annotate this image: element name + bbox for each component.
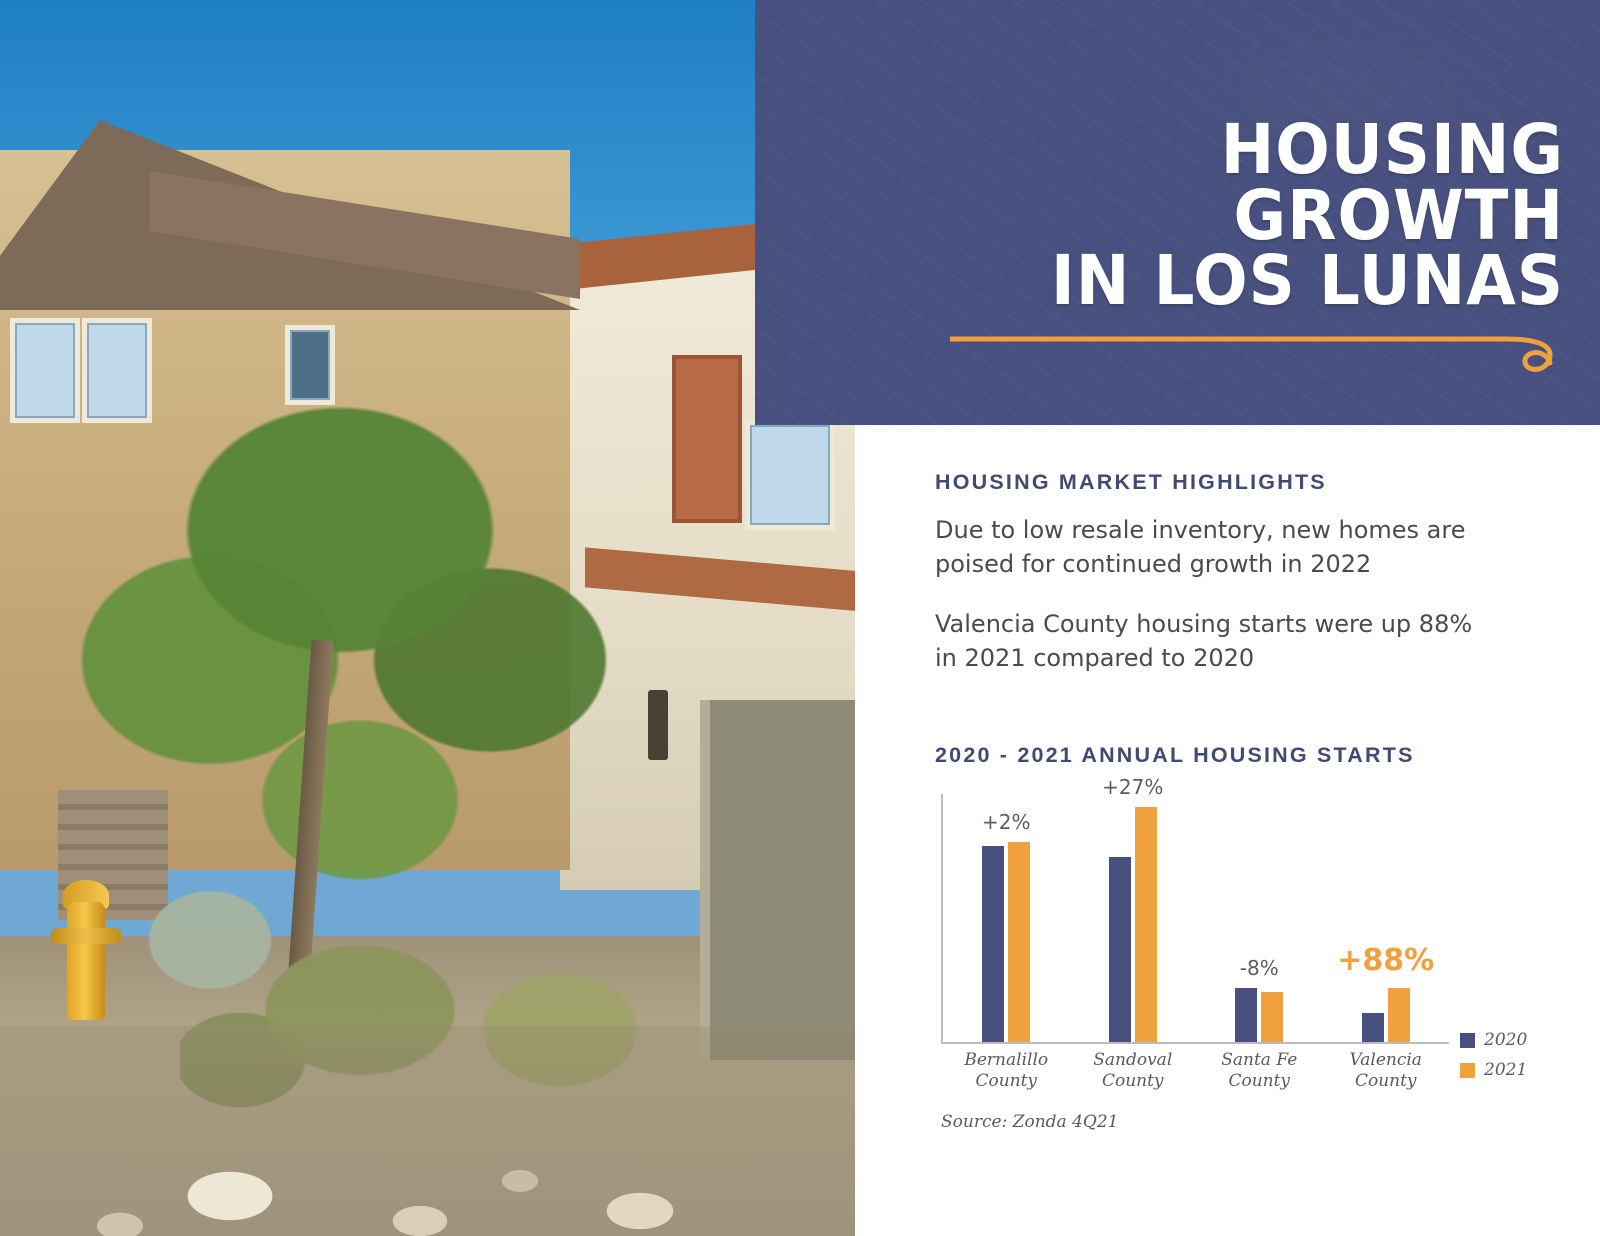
title-banner <box>755 0 1600 425</box>
chart-bar-pair <box>1362 988 1410 1042</box>
chart-bar-2020 <box>1235 988 1257 1042</box>
chart-annotation: +2% <box>982 810 1031 835</box>
highlights-paragraph-2: Valencia County housing starts were up 88% in 2021 compared to 2020 <box>935 610 1473 673</box>
chart-bar-2020 <box>982 846 1004 1042</box>
chart-bar-2021 <box>1135 807 1157 1042</box>
chart-category-labels <box>943 1050 1449 1106</box>
chart-legend <box>1460 1030 1527 1090</box>
chart-bar-2021 <box>1261 992 1283 1042</box>
chart-bar-2020 <box>1362 1013 1384 1042</box>
chart-category-label: Bernalillo County <box>964 1050 1049 1091</box>
chart-bar-2020 <box>1109 857 1131 1042</box>
page-title-line2: IN LOS LUNAS <box>1050 241 1564 322</box>
window-shutter <box>672 355 742 523</box>
window-upper-right <box>745 420 835 530</box>
chart-category-label: Santa Fe County <box>1221 1050 1298 1091</box>
legend-label: 2021 <box>1484 1060 1528 1081</box>
legend-swatch <box>1460 1063 1475 1078</box>
housing-starts-chart <box>935 775 1535 1133</box>
chart-legend-item <box>1460 1030 1527 1050</box>
chart-bar-pair <box>1109 807 1157 1042</box>
highlights-paragraph-1: Due to low resale inventory, new homes are poised for continued growth in 2022 <box>935 516 1466 579</box>
rock-landscaping <box>0 1026 855 1236</box>
highlights-section <box>935 470 1564 1133</box>
chart-bar-pair <box>1235 988 1283 1042</box>
chart-legend-item <box>1460 1060 1527 1080</box>
fire-hydrant-icon <box>55 880 117 1030</box>
chart-annotation: -8% <box>1239 956 1279 981</box>
chart-bar-2021 <box>1388 988 1410 1042</box>
chart-category-label: Valencia County <box>1349 1050 1422 1091</box>
chart-source: Source: Zonda 4Q21 <box>941 1112 1119 1133</box>
flourish-divider-icon <box>950 325 1570 379</box>
chart-group <box>1323 794 1450 1042</box>
highlights-heading: HOUSING MARKET HIGHLIGHTS <box>935 470 1327 494</box>
chart-group <box>1196 794 1323 1042</box>
chart-group <box>943 794 1070 1042</box>
chart-x-axis <box>941 1042 1449 1044</box>
legend-swatch <box>1460 1033 1475 1048</box>
chart-bar-pair <box>982 842 1030 1042</box>
garage-door <box>700 700 855 1060</box>
chart-annotation: +88% <box>1337 943 1435 979</box>
chart-bar-2021 <box>1008 842 1030 1042</box>
chart-annotation: +27% <box>1102 775 1164 800</box>
content-panel <box>855 0 1600 1236</box>
chart-heading: 2020 - 2021 ANNUAL HOUSING STARTS <box>935 743 1415 768</box>
page-title-line1: HOUSING GROWTH <box>1220 110 1564 256</box>
page-title <box>905 110 1564 322</box>
chart-group <box>1070 775 1197 1042</box>
chart-category-label: Sandoval County <box>1093 1050 1173 1091</box>
legend-label: 2020 <box>1484 1030 1528 1051</box>
chart-bar-groups <box>943 775 1449 1042</box>
